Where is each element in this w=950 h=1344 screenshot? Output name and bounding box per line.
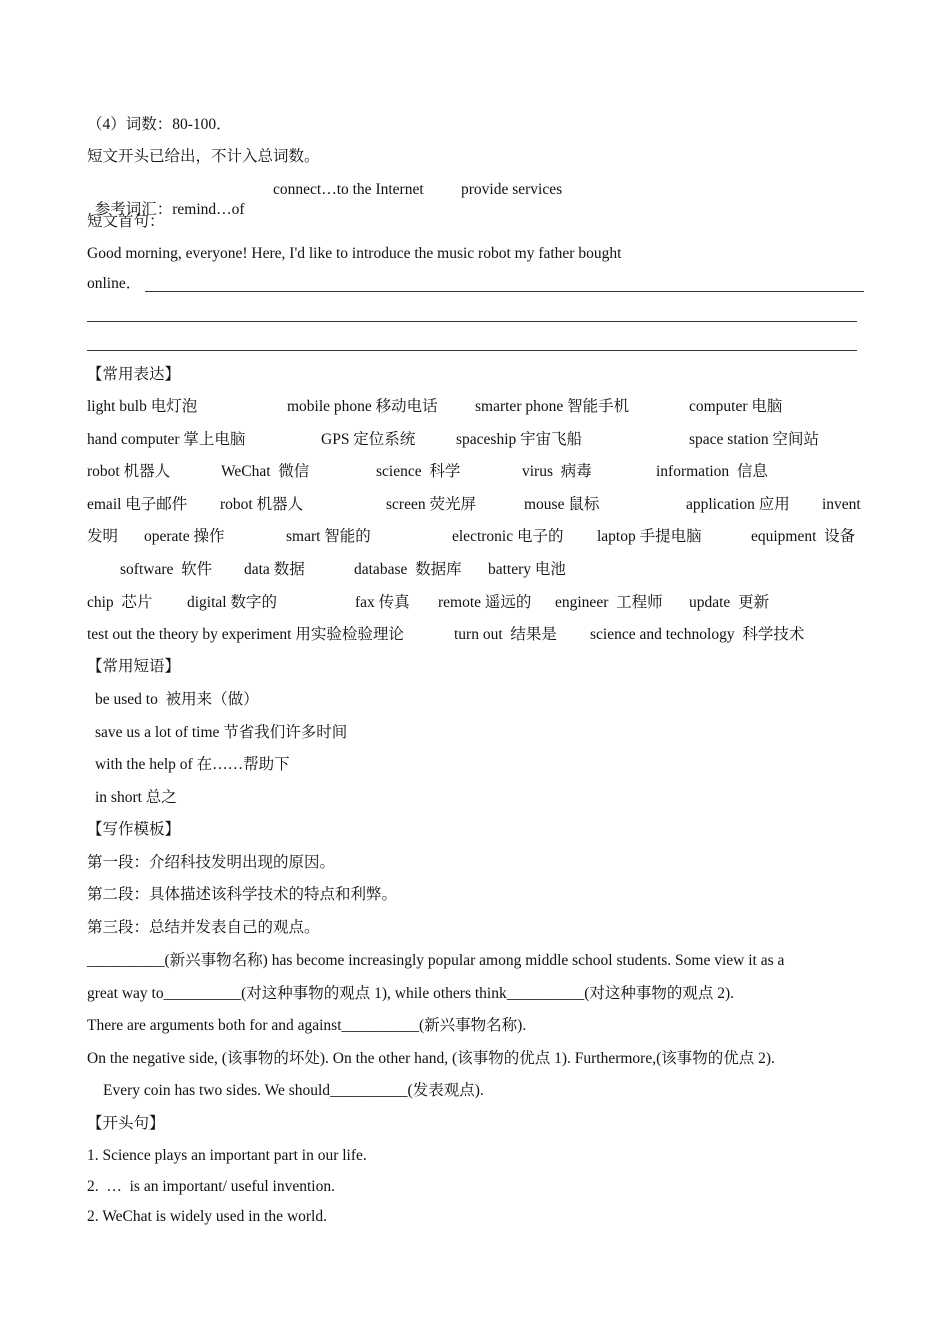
expression-item: mobile phone 移动电话 xyxy=(287,398,438,415)
word-count-requirement: （4）词数：80-100． xyxy=(87,116,232,133)
expression-item: smarter phone 智能手机 xyxy=(475,398,630,415)
vocab-item: provide services xyxy=(461,181,563,198)
expression-item: GPS 定位系统 xyxy=(321,431,416,448)
template-line: 第二段：具体描述该科学技术的特点和利弊。 xyxy=(87,886,398,903)
template-line: On the negative side, (该事物的坏处). On the other hand, (该事物的优点 1). Furthermore,(该事物的优点 2). xyxy=(87,1050,775,1067)
phrase-item: with the help of 在……帮助下 xyxy=(95,756,290,773)
expression-item: mouse 鼠标 xyxy=(524,496,600,513)
expression-item: software 软件 xyxy=(120,561,213,578)
vocab-item: 参考词汇：remind…of xyxy=(94,201,245,218)
opener-line: 2. … is an important/ useful invention. xyxy=(87,1178,335,1195)
expression-item: operate 操作 xyxy=(144,528,225,545)
expression-item: battery 电池 xyxy=(488,561,566,578)
template-line: 第三段：总结并发表自己的观点。 xyxy=(87,919,320,936)
template-line: 第一段：介绍科技发明出现的原因。 xyxy=(87,854,336,871)
openers-heading: 【开头句】 xyxy=(87,1115,165,1132)
template-heading: 【写作模板】 xyxy=(87,821,181,838)
expression-item: test out the theory by experiment 用实验检验理论 xyxy=(87,626,404,643)
expression-item: fax 传真 xyxy=(355,594,410,611)
first-sentence-end: online． xyxy=(87,275,142,292)
expression-item: information 信息 xyxy=(656,463,768,480)
expression-item: science 科学 xyxy=(376,463,461,480)
template-line: Every coin has two sides. We should__________(发表观点). xyxy=(103,1082,484,1099)
expression-item: chip 芯片 xyxy=(87,594,153,611)
expression-item: 发明 xyxy=(87,528,119,545)
expression-item: hand computer 掌上电脑 xyxy=(87,431,246,448)
phrases-heading: 【常用短语】 xyxy=(87,658,181,675)
expression-item: turn out 结果是 xyxy=(454,626,557,643)
template-line: great way to__________(对这种事物的观点 1), while others think__________(对这种事物的观点 2). xyxy=(87,985,735,1002)
expression-item: light bulb 电灯泡 xyxy=(87,398,198,415)
vocab-item: connect…to the Internet xyxy=(273,181,424,198)
expression-item: electronic 电子的 xyxy=(452,528,564,545)
expression-item: application 应用 xyxy=(686,496,790,513)
expression-item: space station 空间站 xyxy=(689,431,820,448)
expression-item: update 更新 xyxy=(689,594,770,611)
expression-item: computer 电脑 xyxy=(689,398,783,415)
expression-item: WeChat 微信 xyxy=(221,463,310,480)
expression-item: invent xyxy=(822,496,861,513)
expression-item: spaceship 宇宙飞船 xyxy=(456,431,583,448)
writing-line[interactable] xyxy=(145,291,864,292)
expression-item: engineer 工程师 xyxy=(555,594,663,611)
phrase-item: in short 总之 xyxy=(95,789,177,806)
first-sentence: Good morning, everyone! Here, I'd like to introduce the music robot my father bought xyxy=(87,245,622,262)
expressions-heading: 【常用表达】 xyxy=(87,366,181,383)
expression-item: data 数据 xyxy=(244,561,305,578)
expression-item: science and technology 科学技术 xyxy=(590,626,805,643)
template-line: __________(新兴事物名称) has become increasingly popular among middle school students. Some view it as a xyxy=(87,952,785,969)
expression-item: database 数据库 xyxy=(354,561,462,578)
expression-item: remote 遥远的 xyxy=(438,594,532,611)
phrase-item: save us a lot of time 节省我们许多时间 xyxy=(95,724,348,741)
expression-item: virus 病毒 xyxy=(522,463,592,480)
opener-line: 1. Science plays an important part in our life. xyxy=(87,1147,367,1164)
expression-item: email 电子邮件 xyxy=(87,496,188,513)
first-sentence-label: 短文首句： xyxy=(87,213,165,230)
expression-item: laptop 手提电脑 xyxy=(597,528,702,545)
template-line: There are arguments both for and against__________(新兴事物名称). xyxy=(87,1017,527,1034)
expression-item: robot 机器人 xyxy=(220,496,304,513)
expression-item: screen 荧光屏 xyxy=(386,496,476,513)
writing-line[interactable] xyxy=(87,321,857,322)
beginning-note: 短文开头已给出，不计入总词数。 xyxy=(87,148,320,165)
expression-item: digital 数字的 xyxy=(187,594,277,611)
expression-item: smart 智能的 xyxy=(286,528,371,545)
writing-line[interactable] xyxy=(87,350,857,351)
expression-item: equipment 设备 xyxy=(751,528,856,545)
expression-item: robot 机器人 xyxy=(87,463,171,480)
opener-line: 2. WeChat is widely used in the world. xyxy=(87,1208,327,1225)
phrase-item: be used to 被用来（做） xyxy=(95,691,259,708)
